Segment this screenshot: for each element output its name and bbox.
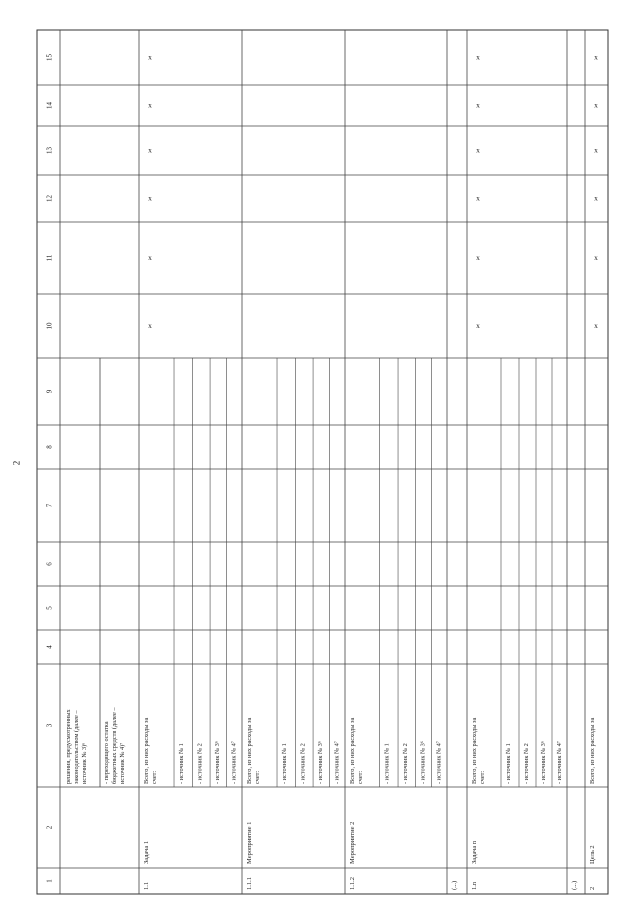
column-number: 12	[45, 195, 54, 202]
funding-line: Всего, из них расходы за	[246, 717, 253, 784]
funding-line: - источник № 2	[523, 743, 530, 784]
row-name: Задача 1	[143, 840, 150, 864]
column-number: 9	[45, 389, 54, 394]
x-mark: x	[594, 321, 598, 330]
x-mark: x	[476, 253, 480, 262]
x-mark: x	[476, 321, 480, 330]
funding-line: - источник № 4⁷	[556, 741, 563, 784]
funding-line: - источник № 2	[402, 743, 410, 784]
funding-line: Всего, из них расходы за	[349, 717, 356, 784]
funding-source-4-text: - переходящего остатка	[103, 721, 110, 784]
row-number: (...)	[571, 880, 578, 890]
funding-line: - источник № 3⁶	[540, 741, 547, 784]
column-number: 13	[45, 147, 54, 154]
column-number: 8	[45, 445, 54, 449]
x-mark: x	[476, 145, 480, 155]
page-number: 2	[11, 460, 22, 466]
x-mark: x	[594, 100, 598, 110]
row-number: 1.1.2	[349, 877, 356, 890]
column-number: 10	[45, 322, 54, 330]
funding-source-4-text: бюджетных средств (далее –	[111, 707, 118, 784]
column-number: 1	[45, 879, 54, 883]
x-mark: x	[148, 52, 152, 62]
x-mark: x	[476, 193, 480, 203]
column-number: 11	[45, 254, 54, 262]
funding-line: счет:	[479, 770, 486, 784]
x-mark: x	[594, 52, 598, 62]
x-mark: x	[148, 193, 152, 203]
funding-line: - источник № 1	[281, 743, 289, 784]
x-mark: x	[476, 52, 480, 62]
funding-line: - источник № 4⁷	[333, 741, 341, 784]
x-mark: x	[148, 253, 152, 262]
funding-line: счет:	[254, 770, 261, 784]
row-number: 1.1.1	[246, 877, 253, 890]
row-number: 1.n	[471, 881, 478, 890]
funding-line: Всего, из них расходы за	[589, 717, 596, 784]
x-mark: x	[594, 145, 598, 155]
funding-line: - источник № 1	[383, 743, 391, 784]
row-name: Цель 2	[589, 845, 596, 864]
column-number: 5	[45, 606, 54, 610]
funding-source-3-text: законодательством (далее –	[73, 710, 80, 784]
column-number: 14	[45, 102, 54, 109]
column-number: 7	[45, 503, 54, 508]
row-number: 1.1	[143, 881, 150, 890]
x-mark: x	[476, 100, 480, 110]
funding-line: счет:	[357, 770, 364, 784]
funding-source-3-text: источник № 3)⁶	[81, 742, 88, 784]
column-number: 15	[45, 54, 54, 61]
x-mark: x	[148, 321, 152, 330]
column-number: 4	[45, 645, 54, 649]
funding-line: - источник № 3⁶	[419, 741, 427, 784]
funding-source-4-text: источник № 4)⁷	[119, 742, 126, 784]
x-mark: x	[594, 253, 598, 262]
funding-line: - источник № 3⁶	[317, 741, 325, 784]
funding-source-3-text: решения, предусмотренных	[65, 709, 72, 784]
x-mark: x	[594, 193, 598, 203]
row-name: Мероприятие 1	[246, 821, 253, 864]
row-name: Задача n	[471, 840, 478, 864]
x-mark: x	[148, 100, 152, 110]
funding-line: - источник № 2	[299, 743, 307, 784]
column-number: 6	[45, 562, 54, 566]
funding-line: - источник № 4⁷	[230, 741, 238, 784]
funding-line: - источник № 3⁶	[214, 741, 222, 784]
row-name: Мероприятие 2	[349, 821, 356, 864]
funding-line: счет:	[151, 770, 158, 784]
funding-line: - источник № 1	[178, 743, 186, 784]
funding-line: - источник № 2	[196, 743, 204, 784]
funding-line: Всего, из них расходы за	[471, 717, 478, 784]
column-number: 3	[45, 723, 54, 728]
column-number: 2	[45, 825, 54, 830]
row-number: 2	[589, 886, 596, 890]
funding-line: - источник № 4⁷	[435, 741, 443, 784]
funding-line: - источник № 1	[505, 743, 512, 784]
x-mark: x	[148, 145, 152, 155]
funding-line: Всего, из них расходы за	[143, 717, 150, 784]
row-number: (...)	[451, 880, 458, 890]
